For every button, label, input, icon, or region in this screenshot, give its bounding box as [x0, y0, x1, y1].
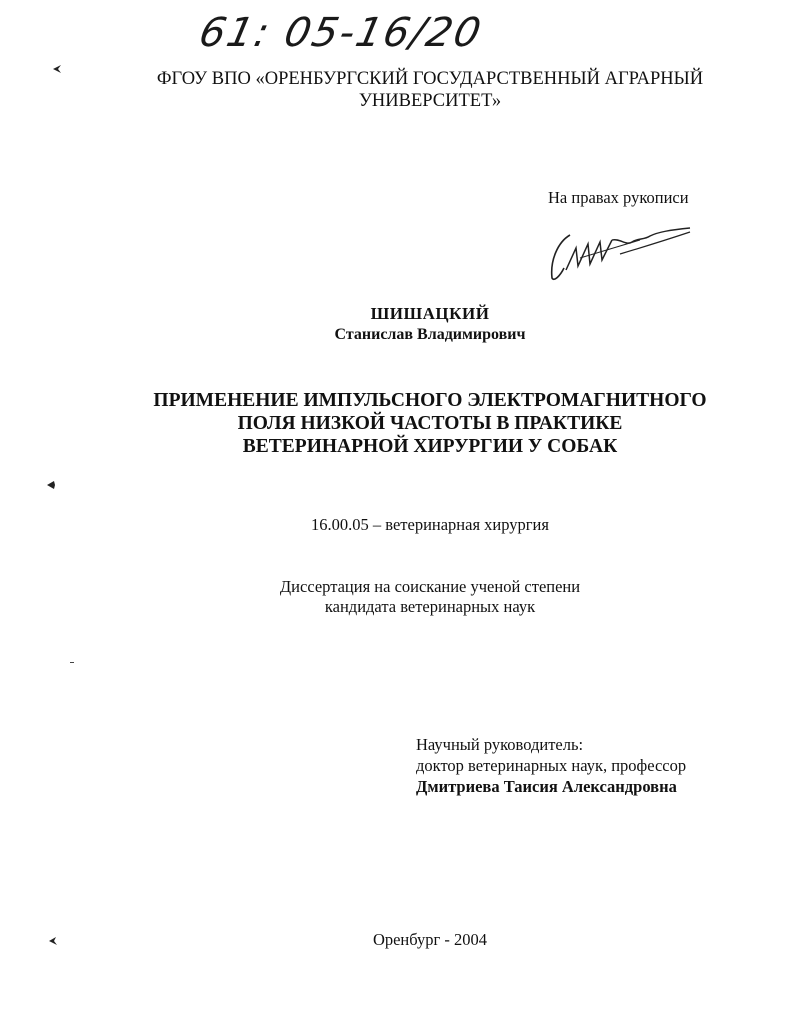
title-line-2: ПОЛЯ НИЗКОЙ ЧАСТОТЫ В ПРАКТИКЕ	[237, 413, 623, 434]
title-line-3: ВЕТЕРИНАРНОЙ ХИРУРГИИ У СОБАК	[242, 436, 618, 457]
institution-header	[140, 68, 720, 112]
degree-line-1: Диссертация на соискание ученой степени	[279, 577, 581, 596]
supervisor-rank: доктор ветеринарных наук, профессор	[416, 756, 687, 775]
degree-statement	[140, 577, 720, 617]
supervisor-label: Научный руководитель:	[416, 735, 584, 754]
institution-line-2: УНИВЕРСИТЕТ»	[358, 91, 502, 111]
handwritten-catalog-number: 61: 05-16/20	[195, 10, 487, 56]
institution-line-1: ФГОУ ВПО «ОРЕНБУРГСКИЙ ГОСУДАРСТВЕННЫЙ АГРАРНЫЙ	[156, 69, 704, 89]
dissertation-title	[140, 389, 720, 458]
city-year: Оренбург - 2004	[372, 930, 488, 949]
supervisor-name: Дмитриева Таисия Александровна	[416, 777, 677, 796]
title-line-1: ПРИМЕНЕНИЕ ИМПУЛЬСНОГО ЭЛЕКТРОМАГНИТНОГО	[153, 390, 707, 411]
degree-line-2: кандидата ветеринарных наук	[324, 597, 536, 616]
author-surname: ШИШАЦКИЙ	[370, 304, 490, 323]
scan-dot	[70, 662, 74, 663]
author-given-names: Станислав Владимирович	[334, 326, 526, 343]
supervisor-block	[416, 734, 686, 797]
scan-mark-icon	[48, 936, 58, 946]
specialty-code: 16.00.05 – ветеринарная хирургия	[311, 515, 549, 534]
scan-mark-icon	[46, 480, 56, 490]
rights-note: На правах рукописи	[548, 188, 689, 207]
signature-image	[540, 220, 700, 290]
scan-mark-icon	[52, 64, 62, 74]
